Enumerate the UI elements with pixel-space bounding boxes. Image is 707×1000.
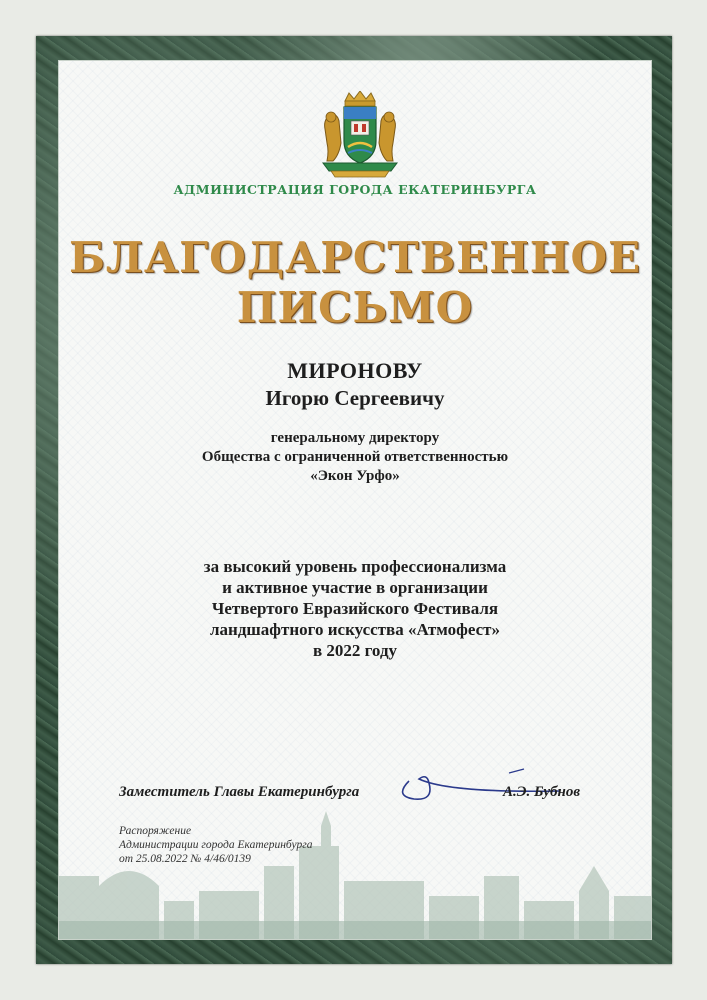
title-line-2: ПИСЬМО [236,283,474,332]
recipient-name: Игорю Сергеевичу [265,386,445,410]
recipient-position-line: генеральному директору [270,430,440,446]
reason-line: в 2022 году [312,641,398,660]
reason-line: Четвертого Евразийского Фестиваля [211,599,499,618]
order-date-number: от 25.08.2022 № 4/46/0139 [119,853,251,865]
reason-line: за высокий уровень профессионализма [203,557,507,576]
administration-name: АДМИНИСТРАЦИЯ ГОРОДА ЕКАТЕРИНБУРГА [173,182,537,197]
recipient-company: «Экон Урфо» [310,468,400,484]
reason-line: ландшафтного искусства «Атмофест» [209,620,501,639]
order-issuer: Администрации города Екатеринбурга [119,839,313,851]
reason-line: и активное участие в организации [222,578,488,597]
recipient-surname: МИРОНОВУ [287,358,423,383]
certificate-page [58,60,652,940]
signatory-title: Заместитель Главы Екатеринбурга [119,784,360,800]
order-label: Распоряжение [119,825,192,837]
coat-of-arms-icon [317,91,403,179]
title-line-1: БЛАГОДАРСТВЕННОЕ [68,233,642,282]
signatory-name: А.Э. Бубнов [503,784,581,800]
recipient-position-line: Общества с ограниченной ответственностью [201,449,509,465]
